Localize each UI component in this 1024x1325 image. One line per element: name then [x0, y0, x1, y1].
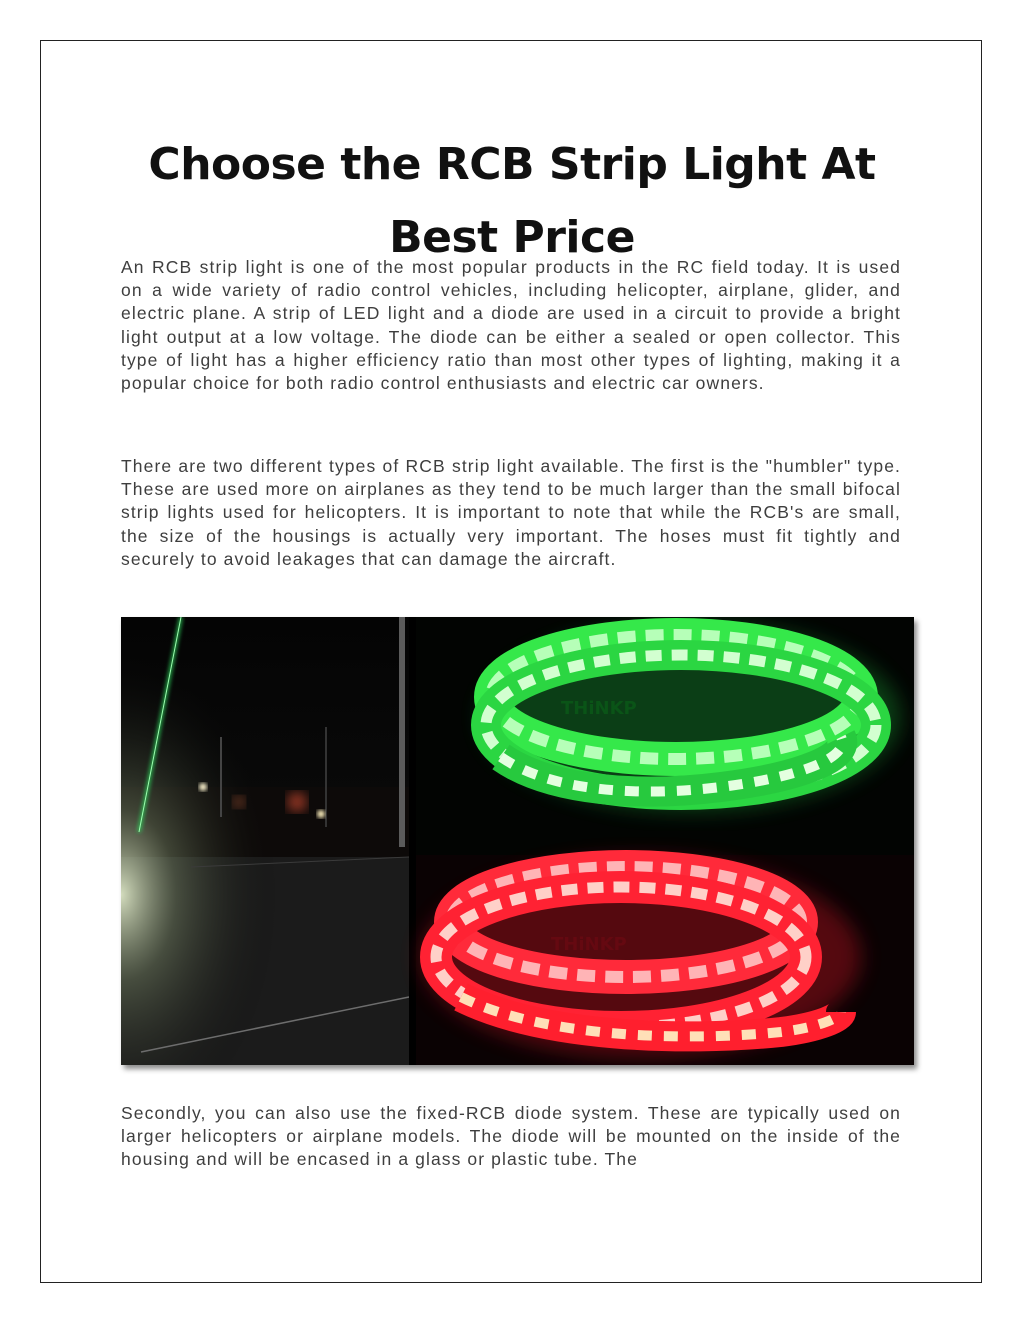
night-scene: [121, 617, 409, 1065]
paragraph-fixed-rcb: Secondly, you can also use the fixed-RCB diode system. These are typically used on larger helicopters or airplane models. The diode will be mounted on the inside of the housing and will be encased in a glass or plastic tube. The: [121, 1103, 901, 1170]
paragraph-types: There are two different types of RCB strip light available. The first is the "humbler" type. These are used more on airplanes as they tend to be much larger than the small bifocal strip lights used for helicopters. It is important to note that while the RCB's are small, the size of the housings is actually very important. The hoses must fit tightly and securely to avoid leakages that can damage the aircraft.: [121, 456, 901, 569]
title-line-2: Best Price: [389, 212, 635, 263]
paragraph-intro: An RCB strip light is one of the most popular products in the RC field today. It is used on a wide variety of radio control vehicles, including helicopter, airplane, glider, and electric plane. A strip of LED light and a diode are used in a circuit to provide a bright light output at a low voltage. The diode can be either a sealed or open collector. This type of light has a higher efficiency ratio than most other types of lighting, making it a popular choice for both radio control enthusiasts and electric car owners.: [121, 257, 901, 394]
watermark-bottom: THiNKP: [551, 934, 627, 955]
led-strip-collage: [121, 617, 914, 1065]
watermark-top: THiNKP: [561, 698, 637, 719]
red-led-strip: [416, 855, 914, 1065]
product-photo: [121, 617, 914, 1065]
title-line-1: Choose the RCB Strip Light At: [148, 139, 876, 190]
page-title: [100, 128, 924, 274]
green-led-strip: [416, 617, 914, 855]
